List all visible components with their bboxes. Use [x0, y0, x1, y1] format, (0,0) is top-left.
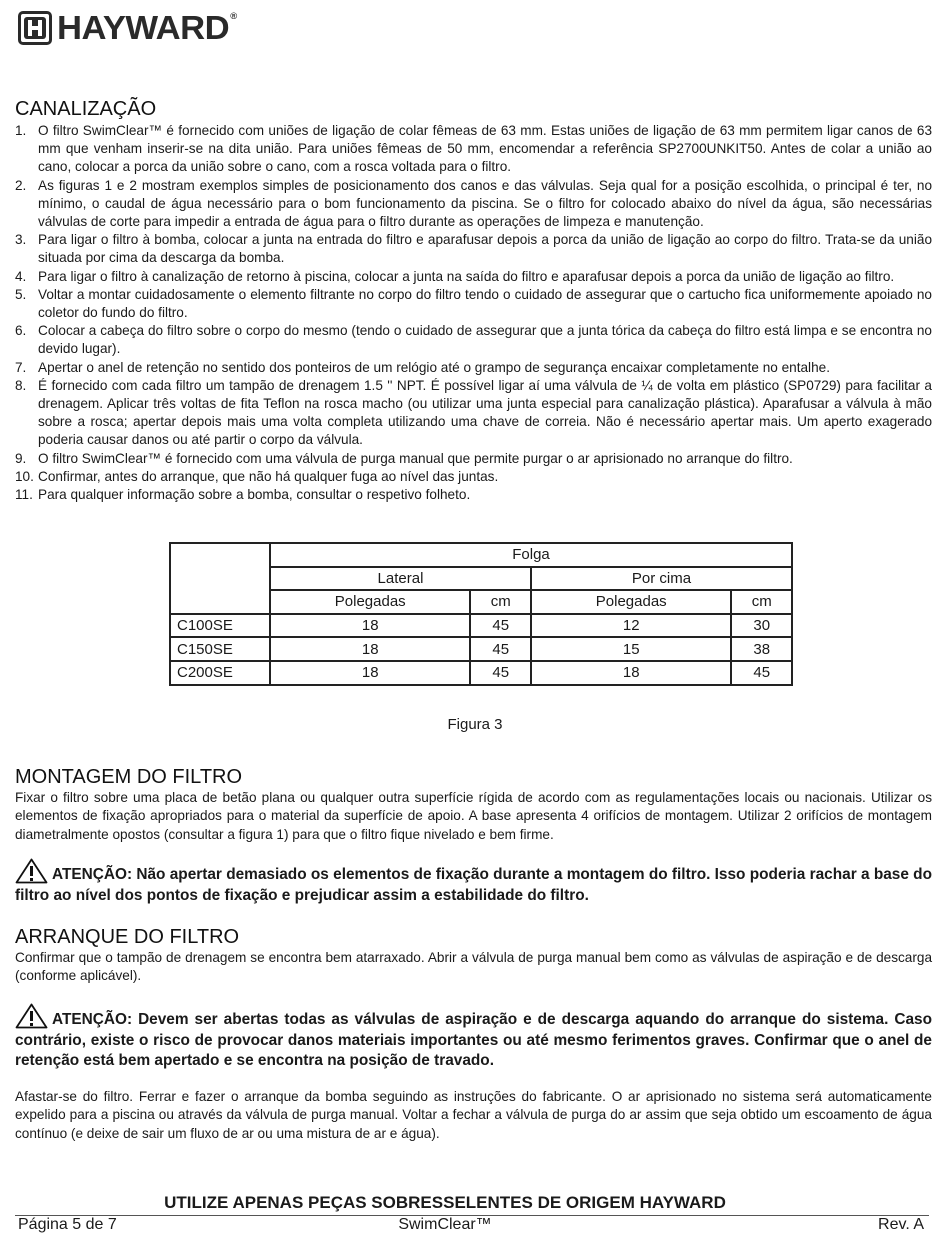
- table-header-folga: Folga: [270, 543, 792, 567]
- table-group-por-cima: Por cima: [531, 567, 792, 591]
- table-row: [170, 661, 792, 685]
- table-subheader: Polegadas: [270, 590, 470, 614]
- hayward-logo: [18, 9, 237, 46]
- table-row: [170, 614, 792, 638]
- list-item: 2. As figuras 1 e 2 mostram exemplos simples de posicionamento dos canos e das válvulas. Seja qual for a posição escolhida, o principal é ter, no mínimo, o caudal de água necessário para o bom funcionamento da piscina. Se o filtro for colocado abaixo do nível da água, são necessárias válvulas de corte para impedir a entrada de água para o filtro durante as operações de limpeza e manutenção.: [15, 177, 932, 230]
- list-item: 4. Para ligar o filtro à canalização de retorno à piscina, colocar a junta na saída do filtro e aparafusar depois a porca da união de ligação ao filtro.: [15, 268, 895, 284]
- list-item: 9. O filtro SwimClear™ é fornecido com uma válvula de purga manual que permite purgar o ar aprisionado no arranque do filtro.: [15, 450, 793, 466]
- table-row: [170, 637, 792, 661]
- warning-icon: [15, 1003, 48, 1029]
- table-cell: 45: [470, 661, 531, 685]
- page-number: Página 5 de 7: [18, 1216, 117, 1233]
- table-cell: 18: [270, 661, 470, 685]
- arranque-text: Confirmar que o tampão de drenagem se encontra bem atarraxado. Abrir a válvula de purga manual bem como as válvulas de aspiração e de descarga (conforme aplicável).: [15, 950, 932, 984]
- table-subheader: cm: [731, 590, 792, 614]
- table-cell: 38: [731, 637, 792, 661]
- montagem-warning: ATENÇÃO: Não apertar demasiado os elementos de fixação durante a montagem do filtro. Isso poderia rachar a base do filtro ao nível dos pontos de fixação e prejudicar assim a estabilidade do filtro.: [15, 858, 932, 906]
- table-cell: 45: [470, 637, 531, 661]
- table-cell: 45: [470, 614, 531, 638]
- list-item: 6. Colocar a cabeça do filtro sobre o corpo do mesmo (tendo o cuidado de assegurar que a junta tórica da cabeça do filtro está limpa e se encontra no devido lugar).: [15, 323, 932, 357]
- section-title-montagem: MONTAGEM DO FILTRO: [15, 766, 243, 788]
- table-corner-cell: [170, 543, 270, 614]
- folga-table: [169, 542, 793, 686]
- footer-product: SwimClear™: [398, 1216, 492, 1233]
- table-cell: 30: [731, 614, 792, 638]
- list-item: 8. É fornecido com cada filtro um tampão de drenagem 1.5 '' NPT. É possível ligar aí uma válvula de ¼ de volta em plástico (SP0729) para facilitar a drenagem. Aplicar três voltas de fita Teflon na rosca macho (ou utilizar uma junta especial para canalização plástica). Aparafusar a válvula à mão sobre a rosca; apertar depois mais uma volta completa utilizando uma chave de correia. Não é necessário apertar mais. Um aperto exagerado poderia causar danos ou até partir o corpo da válvula.: [15, 377, 932, 448]
- table-cell: 45: [731, 661, 792, 685]
- section-title-canalizacao: CANALIZAÇÃO: [15, 98, 157, 120]
- table-subheader: Polegadas: [531, 590, 731, 614]
- section-title-arranque: ARRANQUE DO FILTRO: [15, 926, 240, 948]
- list-item: 11. Para qualquer informação sobre a bomba, consultar o respetivo folheto.: [15, 487, 471, 503]
- table-cell: 12: [531, 614, 731, 638]
- canalizacao-list: [15, 122, 932, 504]
- brand-name: HAYWARD®: [57, 9, 237, 46]
- footer-revision: Rev. A: [878, 1216, 924, 1233]
- figure-caption: Figura 3: [447, 716, 503, 733]
- table-subheader: cm: [470, 590, 531, 614]
- list-item: 5. Voltar a montar cuidadosamente o elemento filtrante no corpo do filtro tendo o cuidado de assegurar que o cartucho fica uniformemente apoiado no coletor do fundo do filtro.: [15, 286, 932, 321]
- list-item: 1. O filtro SwimClear™ é fornecido com uniões de ligação de colar fêmeas de 63 mm. Estas uniões de ligação de 63 mm permitem ligar canos de 63 mm que venham inserir-se na dita união. Para uniões fêmeas de 50 mm, encomendar a referência SP2700UNKIT50. Antes de colar a união ao cano, colocar a porca da união sobre o cano, com a rosca voltada para o filtro.: [15, 123, 932, 175]
- table-cell-model: C150SE: [170, 637, 270, 661]
- table-cell-model: C100SE: [170, 614, 270, 638]
- list-item: 10. Confirmar, antes do arranque, que não há qualquer fuga ao nível das juntas.: [15, 468, 499, 484]
- table-group-lateral: Lateral: [270, 567, 531, 591]
- arranque-text-2: Afastar-se do filtro. Ferrar e fazer o arranque da bomba seguindo as instruções do fabricante. O ar aprisionado no sistema será automaticamente expelido para a piscina ou através da válvula de purga manual. Voltar a fechar a válvula de purga do ar assim que seja obtido um escoamento de água contínuo (e deixe de sair um fluxo de ar ou uma mistura de ar e água).: [15, 1089, 932, 1141]
- table-cell: 15: [531, 637, 731, 661]
- list-item: 3. Para ligar o filtro à bomba, colocar a junta na entrada do filtro e aparafusar depois a porca da união de ligação ao corpo do filtro. Trata-se da união situada por cima da descarga da bomba.: [15, 232, 932, 266]
- hayward-logo-icon: [18, 11, 52, 45]
- warning-icon: [15, 858, 48, 884]
- arranque-warning: ATENÇÃO: Devem ser abertas todas as válvulas de aspiração e de descarga aquando do arranque do sistema. Caso contrário, existe o risco de provocar danos materiais importantes ou até mesmo ferimentos graves. Confirmar que o anel de retenção está bem apertado e se encontra na posição de travado.: [15, 1003, 932, 1072]
- footer-note: UTILIZE APENAS PEÇAS SOBRESSELENTES DE ORIGEM HAYWARD: [164, 1193, 726, 1212]
- table-cell: 18: [270, 614, 470, 638]
- table-cell: 18: [531, 661, 731, 685]
- montagem-text: Fixar o filtro sobre uma placa de betão plana ou qualquer outra superfície rígida de acordo com as regulamentações locais ou nacionais. Utilizar os elementos de fixação apropriados para o material da superfície de apoio. A base apresenta 4 orifícios de montagem. Utilizar 2 orifícios de montagem diametralmente opostos (consultar a figura 1) para que o filtro fique nivelado e bem firme.: [15, 790, 932, 842]
- table-cell-model: C200SE: [170, 661, 270, 685]
- list-item: 7. Apertar o anel de retenção no sentido dos ponteiros de um relógio até o grampo de segurança encaixar completamente no entalhe.: [15, 359, 830, 375]
- table-cell: 18: [270, 637, 470, 661]
